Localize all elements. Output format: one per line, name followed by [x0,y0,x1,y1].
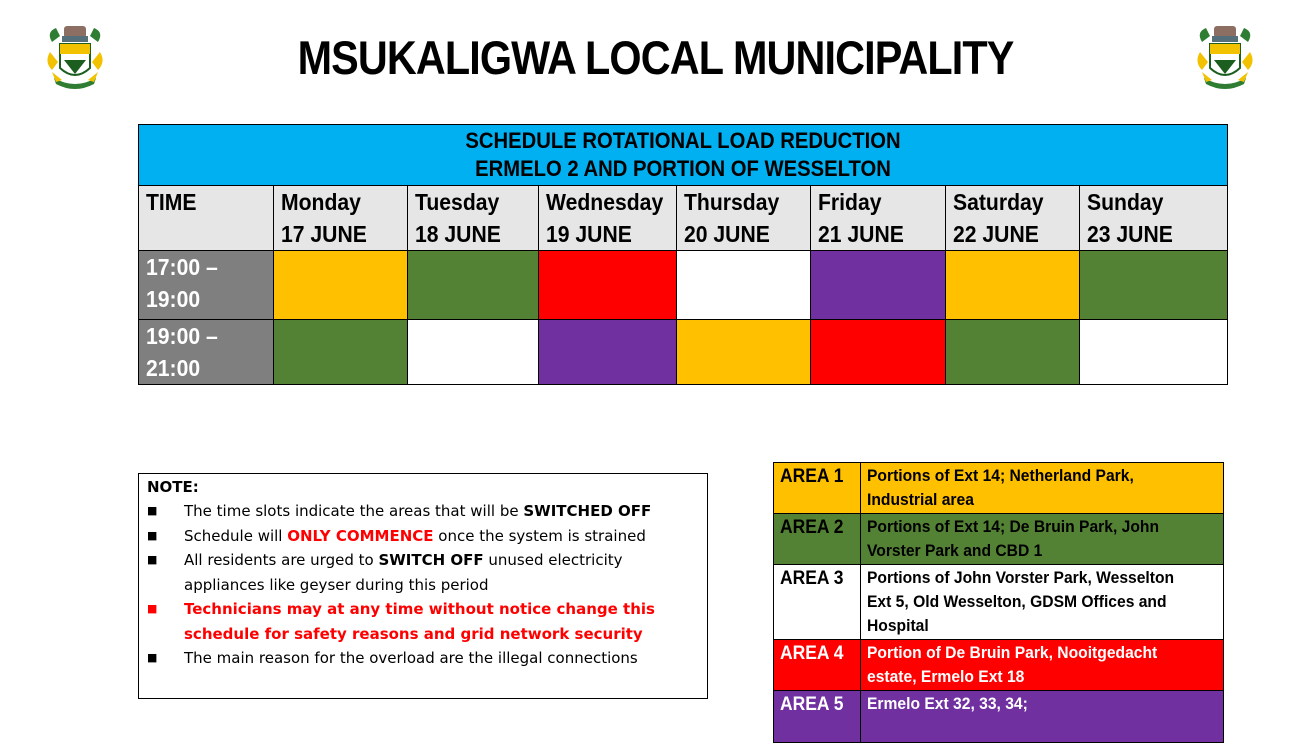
slot-cell [274,320,408,385]
day-header-friday: Friday 21 JUNE [811,186,946,251]
area-name: AREA 5 [774,691,861,743]
note-item: ■ Schedule will ONLY COMMENCE once the system is strained [147,524,699,549]
slot-cell [1080,251,1228,320]
slot-cell [1080,320,1228,385]
area-description: Portions of Ext 14; De Bruin Park, John Vorster Park and CBD 1 [861,514,1224,565]
schedule-heading [139,125,1228,186]
schedule-table [138,124,1228,385]
slot-cell [811,320,946,385]
slot-cell [539,320,677,385]
note-box [138,473,708,699]
slot-cell [408,320,539,385]
day-header-sunday: Sunday 23 JUNE [1080,186,1228,251]
time-slot-row [139,251,1228,320]
area-description: Portions of Ext 14; Netherland Park, Industrial area [861,463,1224,514]
slot-cell [946,320,1080,385]
schedule-heading-line1: SCHEDULE ROTATIONAL LOAD REDUCTION [465,128,901,153]
slot-cell [539,251,677,320]
area-description: Portion of De Bruin Park, Nooitgedacht estate, Ermelo Ext 18 [861,640,1224,691]
day-header-row [139,186,1228,251]
day-header-monday: Monday 17 JUNE [274,186,408,251]
day-header-saturday: Saturday 22 JUNE [946,186,1080,251]
slot-cell [677,251,811,320]
slot-cell [274,251,408,320]
area-row-4 [774,640,1224,691]
area-description: Portions of John Vorster Park, Wesselton Ext 5, Old Wesselton, GDSM Offices and Hospital [861,565,1224,640]
area-row-1 [774,463,1224,514]
area-row-3 [774,565,1224,640]
note-list [147,499,699,671]
note-item-warning: ■ Technicians may at any time without notice change this schedule for safety reasons and grid network security [147,597,699,646]
bullet-icon: ■ [147,528,158,542]
area-row-5 [774,691,1224,743]
area-row-2 [774,514,1224,565]
slot-cell [677,320,811,385]
day-header-thursday: Thursday 20 JUNE [677,186,811,251]
area-name: AREA 3 [774,565,861,640]
area-name: AREA 1 [774,463,861,514]
slot-cell [811,251,946,320]
bullet-icon: ■ [147,651,158,664]
note-item: ■ The main reason for the overload are the illegal connections [147,646,699,671]
bullet-icon: ■ [147,504,158,517]
day-header-wednesday: Wednesday 19 JUNE [539,186,677,251]
slot-cell [408,251,539,320]
page-title: MSUKALIGWA LOCAL MUNICIPALITY [297,31,1014,84]
time-slot-label: 19:00 – 21:00 [139,320,274,385]
area-name: AREA 2 [774,514,861,565]
time-slot-label: 17:00 – 19:00 [139,251,274,320]
area-name: AREA 4 [774,640,861,691]
area-description: Ermelo Ext 32, 33, 34; [861,691,1224,743]
time-column-header: TIME [139,186,274,251]
slot-cell [946,251,1080,320]
bullet-icon: ■ [147,602,158,615]
area-legend-table [773,462,1224,743]
day-header-tuesday: Tuesday 18 JUNE [408,186,539,251]
bullet-icon: ■ [147,553,158,566]
note-item: ■ All residents are urged to SWITCH OFF unused electricity appliances like geyser during this period [147,548,699,597]
note-item: ■ The time slots indicate the areas that will be SWITCHED OFF [147,499,699,524]
schedule-heading-line2: ERMELO 2 AND PORTION OF WESSELTON [475,156,891,181]
time-slot-row [139,320,1228,385]
note-title: NOTE: [147,478,199,496]
